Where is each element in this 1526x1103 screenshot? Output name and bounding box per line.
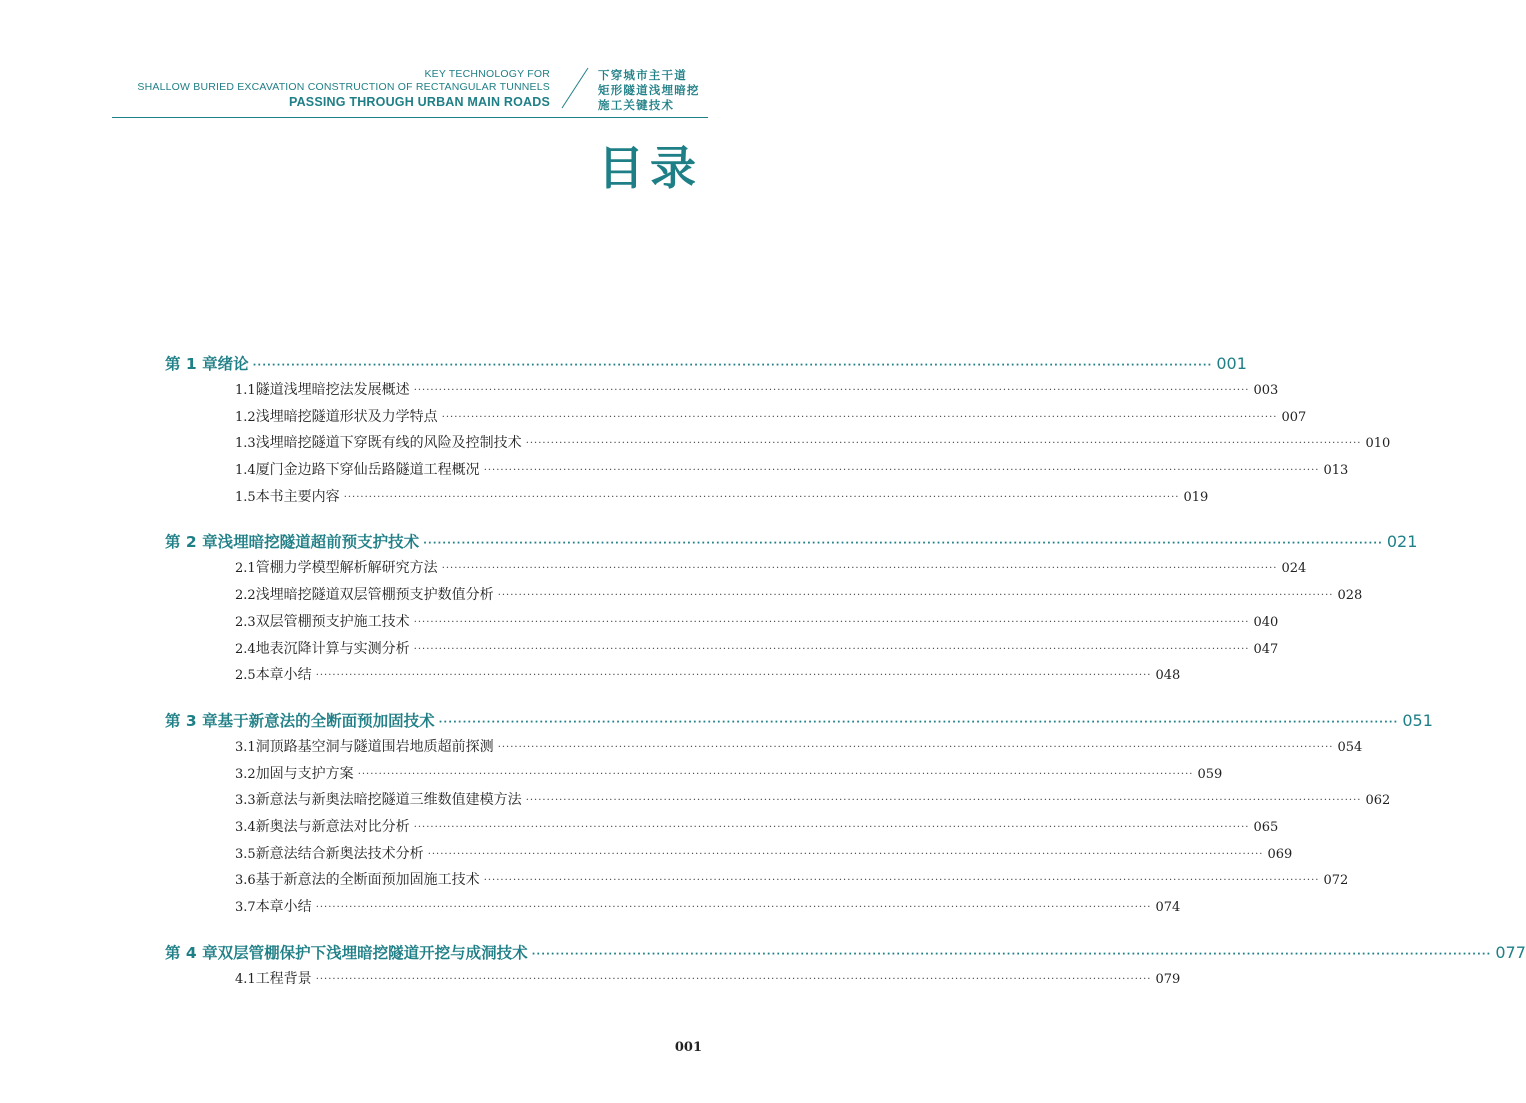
- dot-leader: ········································································································································································································: [413, 643, 1250, 655]
- dot-leader: ········································································································································································································: [357, 768, 1194, 780]
- toc-section-row[interactable]: [165, 968, 1181, 995]
- chapter-gap: [165, 691, 701, 709]
- section-title: 浅埋暗挖隧道双层管棚预支护数值分析: [255, 587, 494, 604]
- section-title: 浅埋暗挖隧道形状及力学特点: [255, 408, 438, 425]
- toc-section-row[interactable]: [165, 843, 1293, 870]
- section-number: 3.6: [235, 873, 256, 889]
- toc-chapter-row[interactable]: [165, 352, 1247, 379]
- section-page-number: 069: [1267, 846, 1293, 862]
- dot-leader: ········································································································································································································: [343, 491, 1180, 503]
- chapter-number: 第 1 章: [165, 355, 218, 373]
- section-number: 2.4: [235, 641, 256, 657]
- section-number: 3.4: [235, 819, 256, 835]
- section-title: 洞顶路基空洞与隧道围岩地质超前探测: [255, 738, 494, 755]
- chapter-title: 绪论: [217, 355, 249, 373]
- section-page-number: 079: [1155, 971, 1181, 987]
- dot-leader: ········································································································································································································: [441, 563, 1278, 575]
- header-en-line-3: PASSING THROUGH URBAN MAIN ROADS: [288, 95, 550, 109]
- dot-leader: ········································································································································································································: [315, 973, 1152, 985]
- section-page-number: 059: [1197, 766, 1223, 782]
- section-title: 新意法结合新奥法技术分析: [255, 845, 424, 862]
- header-rule: [112, 117, 708, 118]
- chapter-gap: [165, 512, 701, 530]
- dot-leader: ········································································································································································································: [525, 795, 1362, 807]
- section-title: 新意法与新奥法暗挖隧道三维数值建模方法: [255, 792, 522, 809]
- toc-section-row[interactable]: [165, 406, 1307, 433]
- toc-section-row[interactable]: [165, 432, 1391, 459]
- toc-section-row[interactable]: [165, 459, 1349, 486]
- section-page-number: 048: [1155, 668, 1181, 684]
- section-page-number: 007: [1281, 409, 1307, 425]
- toc-section-row[interactable]: [165, 638, 1279, 665]
- dot-leader: ········································································································································································································: [252, 360, 1213, 371]
- header-divider-slash: [560, 66, 590, 110]
- section-title: 工程背景: [255, 970, 312, 987]
- toc-section-row[interactable]: [165, 736, 1363, 763]
- dot-leader: ········································································································································································································: [497, 590, 1334, 602]
- dot-leader: ········································································································································································································: [423, 538, 1383, 550]
- chapter-title: 浅埋暗挖隧道超前预支护技术: [217, 533, 420, 552]
- section-title: 厦门金边路下穿仙岳路隧道工程概况: [255, 462, 480, 479]
- header-zh-line-2: 矩形隧道浅埋暗挖: [598, 83, 700, 97]
- section-number: 1.1: [235, 383, 256, 398]
- section-number: 2.2: [235, 588, 256, 604]
- dot-leader: ········································································································································································································: [438, 716, 1399, 728]
- chapter-number: 第 3 章: [165, 711, 218, 730]
- header-en-line-1: KEY TECHNOLOGY FOR: [424, 68, 550, 80]
- dot-leader: ········································································································································································································: [413, 821, 1250, 833]
- section-number: 3.2: [235, 766, 256, 782]
- toc-section-row[interactable]: [165, 557, 1307, 584]
- section-title: 基于新意法的全断面预加固施工技术: [255, 872, 480, 889]
- section-number: 1.2: [235, 409, 256, 425]
- section-number: 4.1: [235, 971, 256, 987]
- chapter-page-number: 001: [1216, 354, 1247, 373]
- section-title: 隧道浅埋暗挖法发展概述: [255, 382, 410, 398]
- section-title: 本章小结: [255, 667, 312, 684]
- section-number: 2.1: [235, 561, 256, 577]
- section-number: 2.5: [235, 668, 256, 684]
- section-page-number: 065: [1253, 819, 1279, 835]
- dot-leader: ········································································································································································································: [315, 670, 1152, 682]
- chapter-page-number: 077: [1495, 942, 1526, 962]
- dot-leader: ········································································································································································································: [531, 948, 1492, 960]
- section-page-number: 072: [1323, 873, 1349, 889]
- dot-leader: ········································································································································································································: [483, 875, 1320, 887]
- dot-leader: ········································································································································································································: [483, 465, 1320, 477]
- toc-section-row[interactable]: [165, 789, 1391, 816]
- section-title: 管棚力学模型解析解研究方法: [255, 560, 438, 577]
- footer-page-number: 001: [674, 1040, 702, 1055]
- section-page-number: 062: [1365, 793, 1391, 809]
- toc-section-row[interactable]: [165, 611, 1279, 638]
- toc-section-row[interactable]: [165, 379, 1279, 406]
- dot-leader: ········································································································································································································: [441, 411, 1278, 423]
- toc-section-row[interactable]: [165, 816, 1279, 843]
- section-page-number: 024: [1281, 561, 1307, 577]
- section-number: 3.5: [235, 846, 256, 862]
- section-page-number: 010: [1365, 436, 1391, 452]
- section-page-number: 074: [1155, 900, 1181, 915]
- header-en-line-2: SHALLOW BURIED EXCAVATION CONSTRUCTION OF RECTANGULAR TUNNELS: [137, 81, 550, 93]
- section-title: 浅埋暗挖隧道下穿既有线的风险及控制技术: [255, 435, 522, 452]
- chapter-title: 双层管棚保护下浅埋暗挖隧道开挖与成洞技术: [217, 943, 528, 962]
- toc-section-row[interactable]: [165, 763, 1223, 790]
- dot-leader: ········································································································································································································: [427, 848, 1264, 860]
- chapter-page-number: 051: [1402, 710, 1433, 730]
- section-page-number: 003: [1253, 383, 1279, 398]
- chapter-gap: [165, 923, 701, 941]
- section-title: 本章小结: [255, 899, 312, 915]
- toc-section-row[interactable]: [165, 896, 1181, 923]
- section-page-number: 047: [1253, 641, 1279, 657]
- chapter-page-number: 021: [1386, 532, 1418, 552]
- section-title: 地表沉降计算与实测分析: [255, 640, 410, 657]
- section-number: 1.4: [235, 463, 256, 479]
- table-of-contents: [165, 352, 1526, 994]
- dot-leader: ········································································································································································································: [413, 385, 1250, 396]
- dot-leader: ········································································································································································································: [525, 438, 1362, 450]
- header-zh-line-3: 施工关键技术: [598, 98, 675, 112]
- section-number: 3.1: [235, 739, 256, 755]
- chapter-number: 第 2 章: [165, 533, 218, 552]
- section-number: 1.3: [235, 436, 256, 452]
- header-zh-line-1: 下穿城市主干道: [598, 68, 687, 82]
- toc-section-row[interactable]: [165, 869, 1349, 896]
- toc-section-row[interactable]: [165, 584, 1363, 611]
- chapter-title: 基于新意法的全断面预加固技术: [217, 711, 435, 730]
- toc-chapter-row[interactable]: [165, 530, 1418, 557]
- section-title: 本书主要内容: [255, 488, 340, 505]
- section-page-number: 013: [1323, 463, 1349, 479]
- chapter-number: 第 4 章: [165, 943, 218, 962]
- section-title: 双层管棚预支护施工技术: [255, 613, 410, 630]
- section-page-number: 028: [1337, 588, 1363, 604]
- section-title: 新奥法与新意法对比分析: [255, 818, 410, 835]
- header-english-title: [110, 68, 550, 111]
- page-title: 目录: [598, 141, 702, 195]
- header-chinese-title: [598, 68, 708, 113]
- section-number: 2.3: [235, 614, 256, 630]
- section-page-number: 040: [1253, 614, 1279, 630]
- dot-leader: ········································································································································································································: [315, 902, 1152, 913]
- toc-chapter-row[interactable]: [165, 941, 1526, 968]
- toc-section-row[interactable]: [165, 486, 1209, 513]
- section-title: 加固与支护方案: [255, 765, 354, 782]
- dot-leader: ········································································································································································································: [497, 741, 1334, 753]
- section-page-number: 054: [1337, 739, 1363, 755]
- section-number: 3.7: [235, 900, 256, 915]
- toc-section-row[interactable]: [165, 664, 1181, 691]
- dot-leader: ········································································································································································································: [413, 616, 1250, 628]
- toc-chapter-row[interactable]: [165, 709, 1433, 736]
- section-number: 3.3: [235, 793, 256, 809]
- section-number: 1.5: [235, 489, 256, 505]
- section-page-number: 019: [1183, 489, 1209, 505]
